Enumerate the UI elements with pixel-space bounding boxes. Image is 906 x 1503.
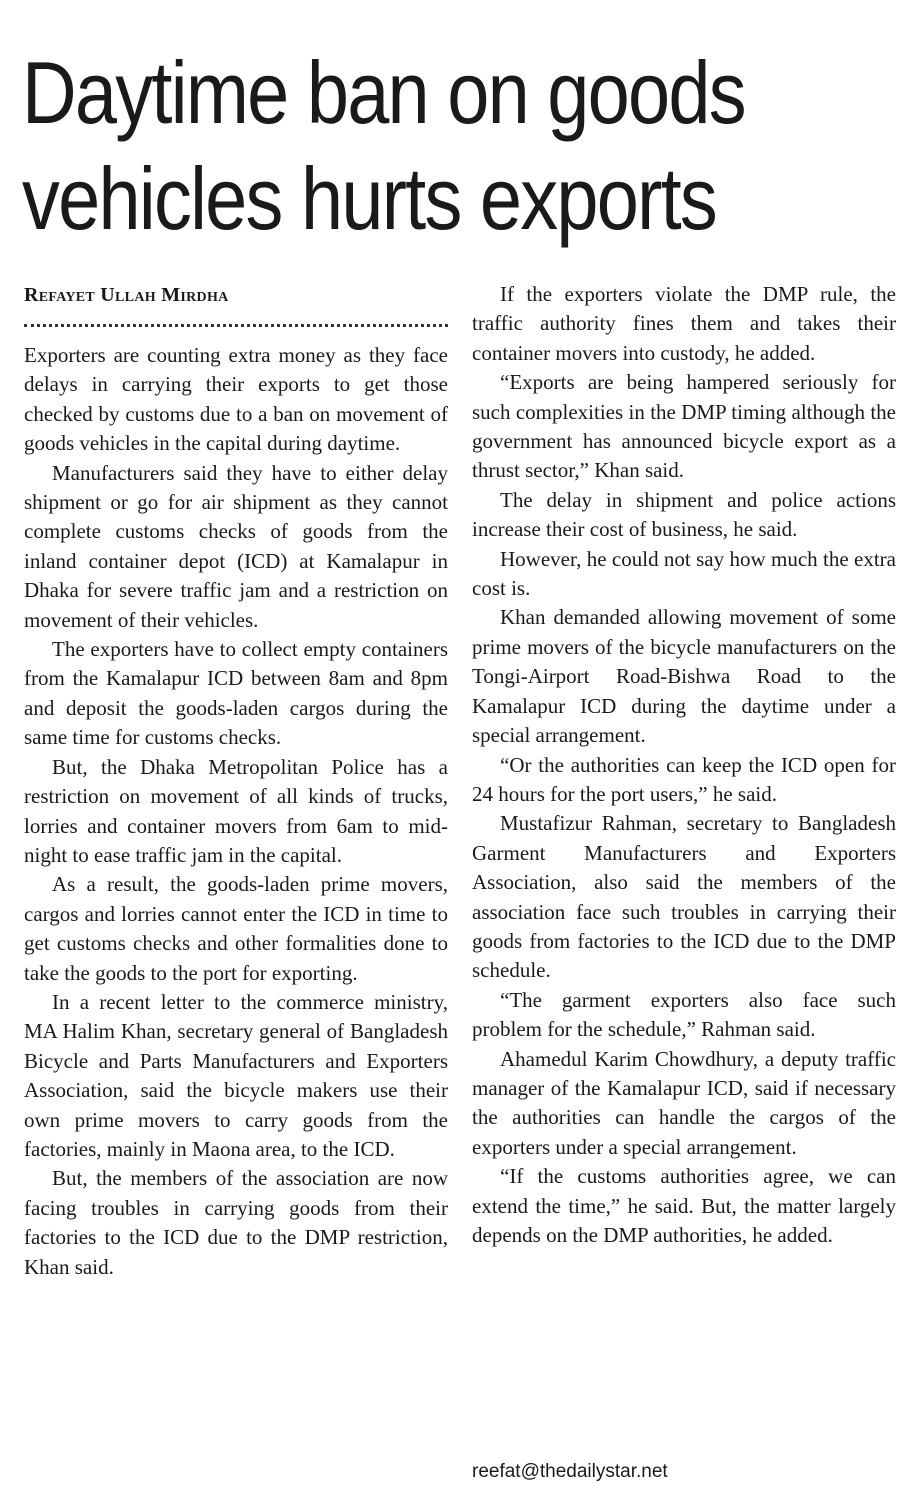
paragraph: If the exporters violate the DMP rule, the traffic authority fines them and takes their container movers into custody, he added. <box>472 282 896 365</box>
headline-line-1: Daytime ban on goods <box>22 43 745 142</box>
paragraph: But, the members of the association are now facing troubles in carrying goods from their factories to the ICD due to the DMP restriction, Khan said. <box>24 1166 448 1279</box>
paragraph: “Exports are being hampered seriously for such complexities in the DMP timing although the government has announced bicycle export as a thrust sector,” Khan said. <box>472 370 896 483</box>
paragraph: However, he could not say how much the extra cost is. <box>472 546 896 601</box>
article-column-right <box>472 280 896 1250</box>
paragraph: Khan demanded allowing movement of some prime movers of the bicycle manufacturers on the Tongi-Airport Road-Bishwa Road to the Kamalapur ICD during the daytime under a special arrangement. <box>472 605 896 748</box>
paragraph: Ahamedul Karim Chowdhury, a deputy traffic manager of the Kamalapur ICD, said if necessary the authorities can handle the cargos of the exporters under a special arrangement. <box>472 1046 896 1159</box>
paragraph: But, the Dhaka Metropolitan Police has a restriction on movement of all kinds of trucks, lorries and container movers from 6am to mid-night to ease traffic jam in the capital. <box>24 754 448 867</box>
byline: Refayet Ullah Mirdha <box>24 284 229 306</box>
paragraph: “The garment exporters also face such problem for the schedule,” Rahman said. <box>472 987 896 1042</box>
paragraph: Manufacturers said they have to either delay shipment or go for air shipment as they cannot complete customs checks of goods from the inland container depot (ICD) at Kamalapur in Dhaka for severe traffic jam and a restriction on movement of their vehicles. <box>24 460 448 632</box>
paragraph: Exporters are counting extra money as they face delays in carrying their exports to get those checked by customs due to a ban on movement of goods vehicles in the capital during daytime. <box>24 343 448 456</box>
paragraph: “If the customs authorities agree, we can extend the time,” he said. But, the matter largely depends on the DMP authorities, he added. <box>472 1164 896 1247</box>
byline-divider <box>24 310 448 327</box>
paragraph: As a result, the goods-laden prime movers, cargos and lorries cannot enter the ICD in time to get customs checks and other formalities done to take the goods to the port for exporting. <box>24 872 448 985</box>
author-email[interactable]: reefat@thedailystar.net <box>472 1461 668 1482</box>
paragraph: In a recent letter to the commerce ministry, MA Halim Khan, secretary general of Bangladesh Bicycle and Parts Manufacturers and Exporters Association, said the bicycle makers use their own prime movers to carry goods from the factories, mainly in Maona area, to the ICD. <box>24 989 448 1161</box>
article-column-left <box>24 280 448 1282</box>
paragraph: The exporters have to collect empty containers from the Kamalapur ICD between 8am and 8pm and deposit the goods-laden cargos during the same time for customs checks. <box>24 637 448 750</box>
headline-line-2: vehicles hurts exports <box>22 149 717 248</box>
headline <box>22 40 770 252</box>
paragraph: The delay in shipment and police actions increase their cost of business, he said. <box>472 487 896 542</box>
paragraph: Mustafizur Rahman, secretary to Bangladesh Garment Manufacturers and Exporters Association, also said the members of the association face such troubles in carrying their goods from factories to the ICD due to the DMP schedule. <box>472 811 896 983</box>
paragraph: “Or the authorities can keep the ICD open for 24 hours for the port users,” he said. <box>472 752 896 806</box>
